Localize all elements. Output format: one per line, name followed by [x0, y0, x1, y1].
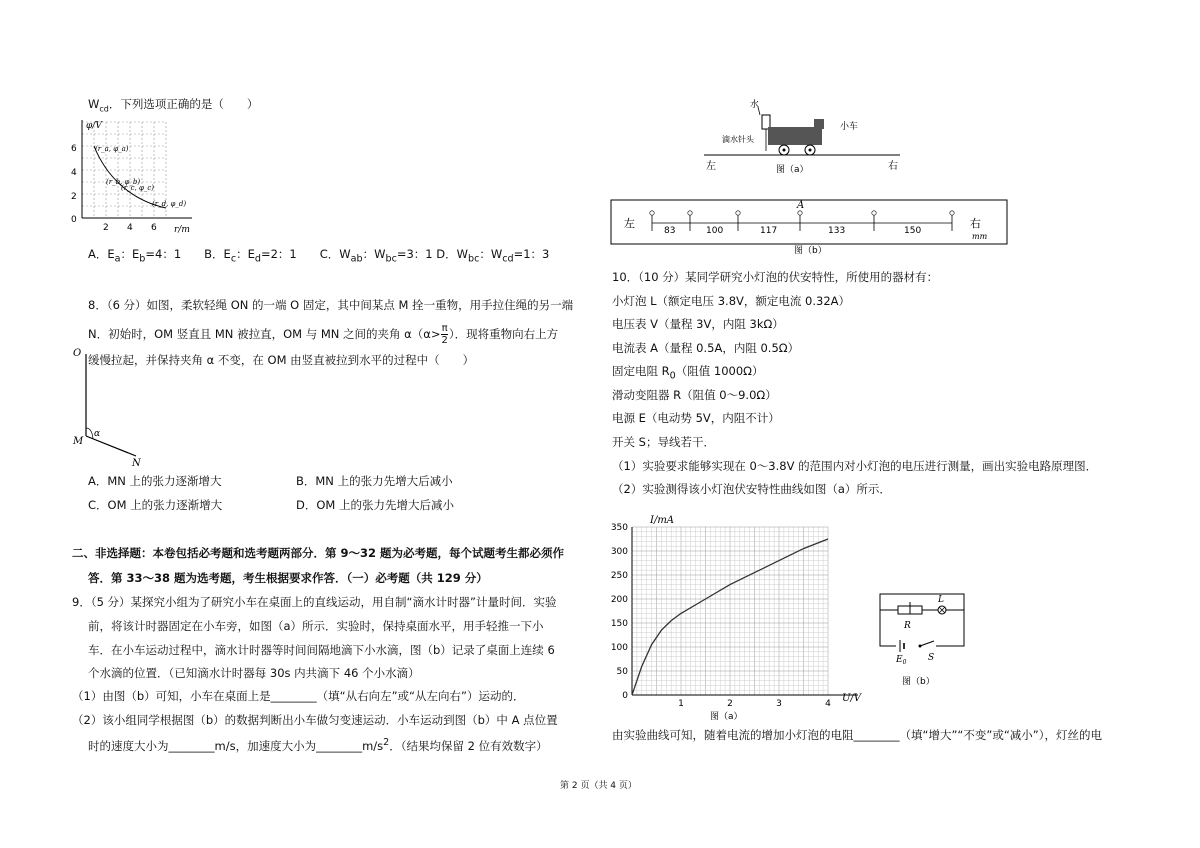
q9-line-1: 9．（5 分）某探究小组为了研究小车在桌面上的直线运动，用自制“滴水计时器”计量时间．实验 [72, 595, 557, 609]
q10-item: 电流表 A（量程 0.5A，内阻 0.5Ω） [612, 341, 800, 355]
q9-line-3: 车．在小车运动过程中，滴水计时器等时间间隔地滴下小水滴，图（b）记录了桌面上连续 6 [88, 643, 555, 657]
q10-item: 滑动变阻器 R（阻值 0～9.0Ω） [612, 388, 777, 402]
q10-item: 固定电阻 $R_0$（阻值 1000Ω） [612, 364, 764, 382]
q7-point-a: (r_a, φ_a) [95, 145, 129, 153]
label-o: O [73, 348, 82, 359]
q8-line-3: 缓慢拉起，并保持夹角 α 不变，在 OM 由竖直被拉到水平的过程中（ ） [88, 353, 475, 367]
label-alpha: α [94, 429, 101, 439]
fig-a-caption: 图（a） [776, 165, 809, 175]
q7-potential-graph [66, 118, 196, 240]
q8-line-2: N．初始时，OM 竖直且 MN 被拉直，OM 与 MN 之间的夹角 α（α> $\frac{\pi}{2}$ ）．现将重物向右上方 [88, 323, 559, 346]
label-r: R [904, 621, 911, 631]
label-left: 左 [624, 217, 635, 230]
q8-option-c: C．OM 上的张力逐渐增大 [88, 498, 223, 512]
q10-item: 电压表 V（量程 3V，内阻 3kΩ） [612, 317, 784, 331]
label-water: 水 [750, 100, 760, 110]
iv-y-tick: 350 [610, 523, 628, 533]
iv-x-label: U/V [842, 693, 862, 704]
drip-cart-figure [700, 95, 910, 177]
circuit-diagram [874, 588, 974, 688]
segment-label: 133 [828, 226, 846, 236]
pi-over-2-fraction: $\frac{\pi}{2}$ [441, 323, 448, 346]
label-e0: $E_0$ [896, 655, 907, 666]
q7-point-d: (r_d, φ_d) [152, 200, 187, 208]
q7-x-tick: 4 [127, 223, 133, 233]
label-s: S [928, 653, 935, 663]
q8-option-b: B．MN 上的张力先增大后减小 [296, 474, 453, 488]
q8-option-a: A．MN 上的张力逐渐增大 [88, 474, 222, 488]
label-left: 左 [706, 161, 716, 172]
label-m: M [73, 436, 84, 447]
iv-y-tick: 50 [616, 667, 628, 677]
fig-b-caption: 图（b） [794, 246, 827, 256]
label-right: 右 [888, 161, 898, 172]
iv-y-tick: 250 [610, 571, 628, 581]
q10-item: 开关 S；导线若干． [612, 435, 715, 449]
segment-label: 100 [706, 226, 724, 236]
label-unit: mm [972, 232, 988, 241]
q7-y-tick: 4 [71, 168, 77, 178]
segment-label: 83 [664, 226, 676, 236]
iv-x-tick: 1 [678, 699, 684, 709]
q10-item: 小灯泡 L（额定电压 3.8V，额定电流 0.32A） [612, 294, 850, 308]
q7-y-axis-label: φ/V [86, 121, 102, 131]
iv-y-tick: 300 [610, 547, 628, 557]
section-2-heading-2: 答．第 33～38 题为选考题，考生根据要求作答．（一）必考题（共 129 分） [88, 571, 488, 585]
q7-y-tick: 6 [71, 144, 77, 154]
iv-y-tick: 0 [622, 691, 628, 701]
iv-x-tick: 4 [825, 699, 831, 709]
iv-x-tick: 3 [776, 699, 782, 709]
iv-y-tick: 150 [610, 619, 628, 629]
q10-sub-2: （2）实验测得该小灯泡伏安特性曲线如图（a）所示． [612, 482, 891, 496]
segment-label: 150 [904, 226, 922, 236]
q7-y-tick: 0 [71, 215, 77, 225]
iv-x-tick: 2 [727, 699, 733, 709]
label-car: 小车 [840, 122, 859, 132]
q7-x-axis-label: r/m [174, 225, 190, 235]
page-footer: 第 2 页（共 4 页） [560, 781, 637, 791]
q7-tail: $W_{cd}$．下列选项正确的是（ ） [88, 97, 259, 114]
q10-sub-1: （1）实验要求能够实现在 0～3.8V 的范围内对小灯泡的电压进行测量，画出实验电路原理图． [612, 459, 1098, 473]
q9-line-2: 前，将该计时器固定在小车旁，如图（a）所示．实验时，保持桌面水平，用手轻推一下小 [88, 619, 544, 633]
q10-title: 10．（10 分）某同学研究小灯泡的伏安特性，所使用的器材有： [612, 270, 939, 284]
q7-point-b: (r_b, φ_b) [106, 178, 141, 186]
section-2-heading-1: 二、非选择题：本卷包括必考题和选考题两部分．第 9～32 题为必考题，每个试题考生都必须作 [72, 546, 565, 560]
label-l: L [938, 595, 944, 605]
iv-y-tick: 200 [610, 595, 628, 605]
label-right: 右 [970, 217, 981, 230]
q8-line-1: 8．（6 分）如图，柔软轻绳 ON 的一端 O 固定，其中间某点 M 拴一重物，用手拉住绳的另一端 [88, 298, 574, 312]
q8-rope-figure [70, 344, 190, 470]
iv-characteristic-chart [610, 505, 870, 723]
circuit-caption: 图（b） [902, 677, 935, 687]
q9-sub-1: （1）由图（b）可知，小车在桌面上是________（填“从右向左”或“从左向右”）运动的． [72, 689, 525, 703]
q10-last-line: 由实验曲线可知，随着电流的增加小灯泡的电阻________（填“增大”“不变”或“减小”），灯丝的电 [612, 728, 1102, 742]
q9-sub-2b: 时的速度大小为________m/s，加速度大小为$\_\_\_\_\_\_\_\_m/s^2$．（结果均保留 2 位有效数字） [88, 737, 548, 753]
q9-line-4: 个水滴的位置．（已知滴水计时器每 30s 内共滴下 46 个小水滴） [88, 666, 420, 680]
q10-item: 电源 E（电动势 5V，内阻不计） [612, 411, 780, 425]
drop-positions-figure [610, 195, 1010, 257]
iv-y-tick: 100 [610, 643, 628, 653]
q7-x-tick: 6 [151, 223, 157, 233]
q7-x-tick: 2 [103, 223, 109, 233]
label-n: N [132, 458, 141, 469]
label-needle: 滴水针头 [722, 135, 754, 144]
segment-label: 117 [760, 226, 778, 236]
iv-caption: 图（a） [710, 712, 743, 722]
q7-options: A．$E_a$：$E_b=4$：1 B．$E_c$：$E_d=2$：1 C．$W_{ab}$：$W_{bc}=3$：1 D．$W_{bc}$：$W_{cd}=1$：3 [88, 247, 550, 265]
q8-option-d: D．OM 上的张力先增大后减小 [296, 498, 454, 512]
q7-y-tick: 2 [71, 192, 77, 202]
q7-point-c: (r_c, φ_c) [121, 184, 155, 192]
q9-sub-2a: （2）该小组同学根据图（b）的数据判断出小车做匀变速运动．小车运动到图（b）中 A 点位置 [72, 713, 558, 727]
iv-y-label: I/mA [650, 515, 675, 526]
label-point-a: A [797, 200, 805, 211]
